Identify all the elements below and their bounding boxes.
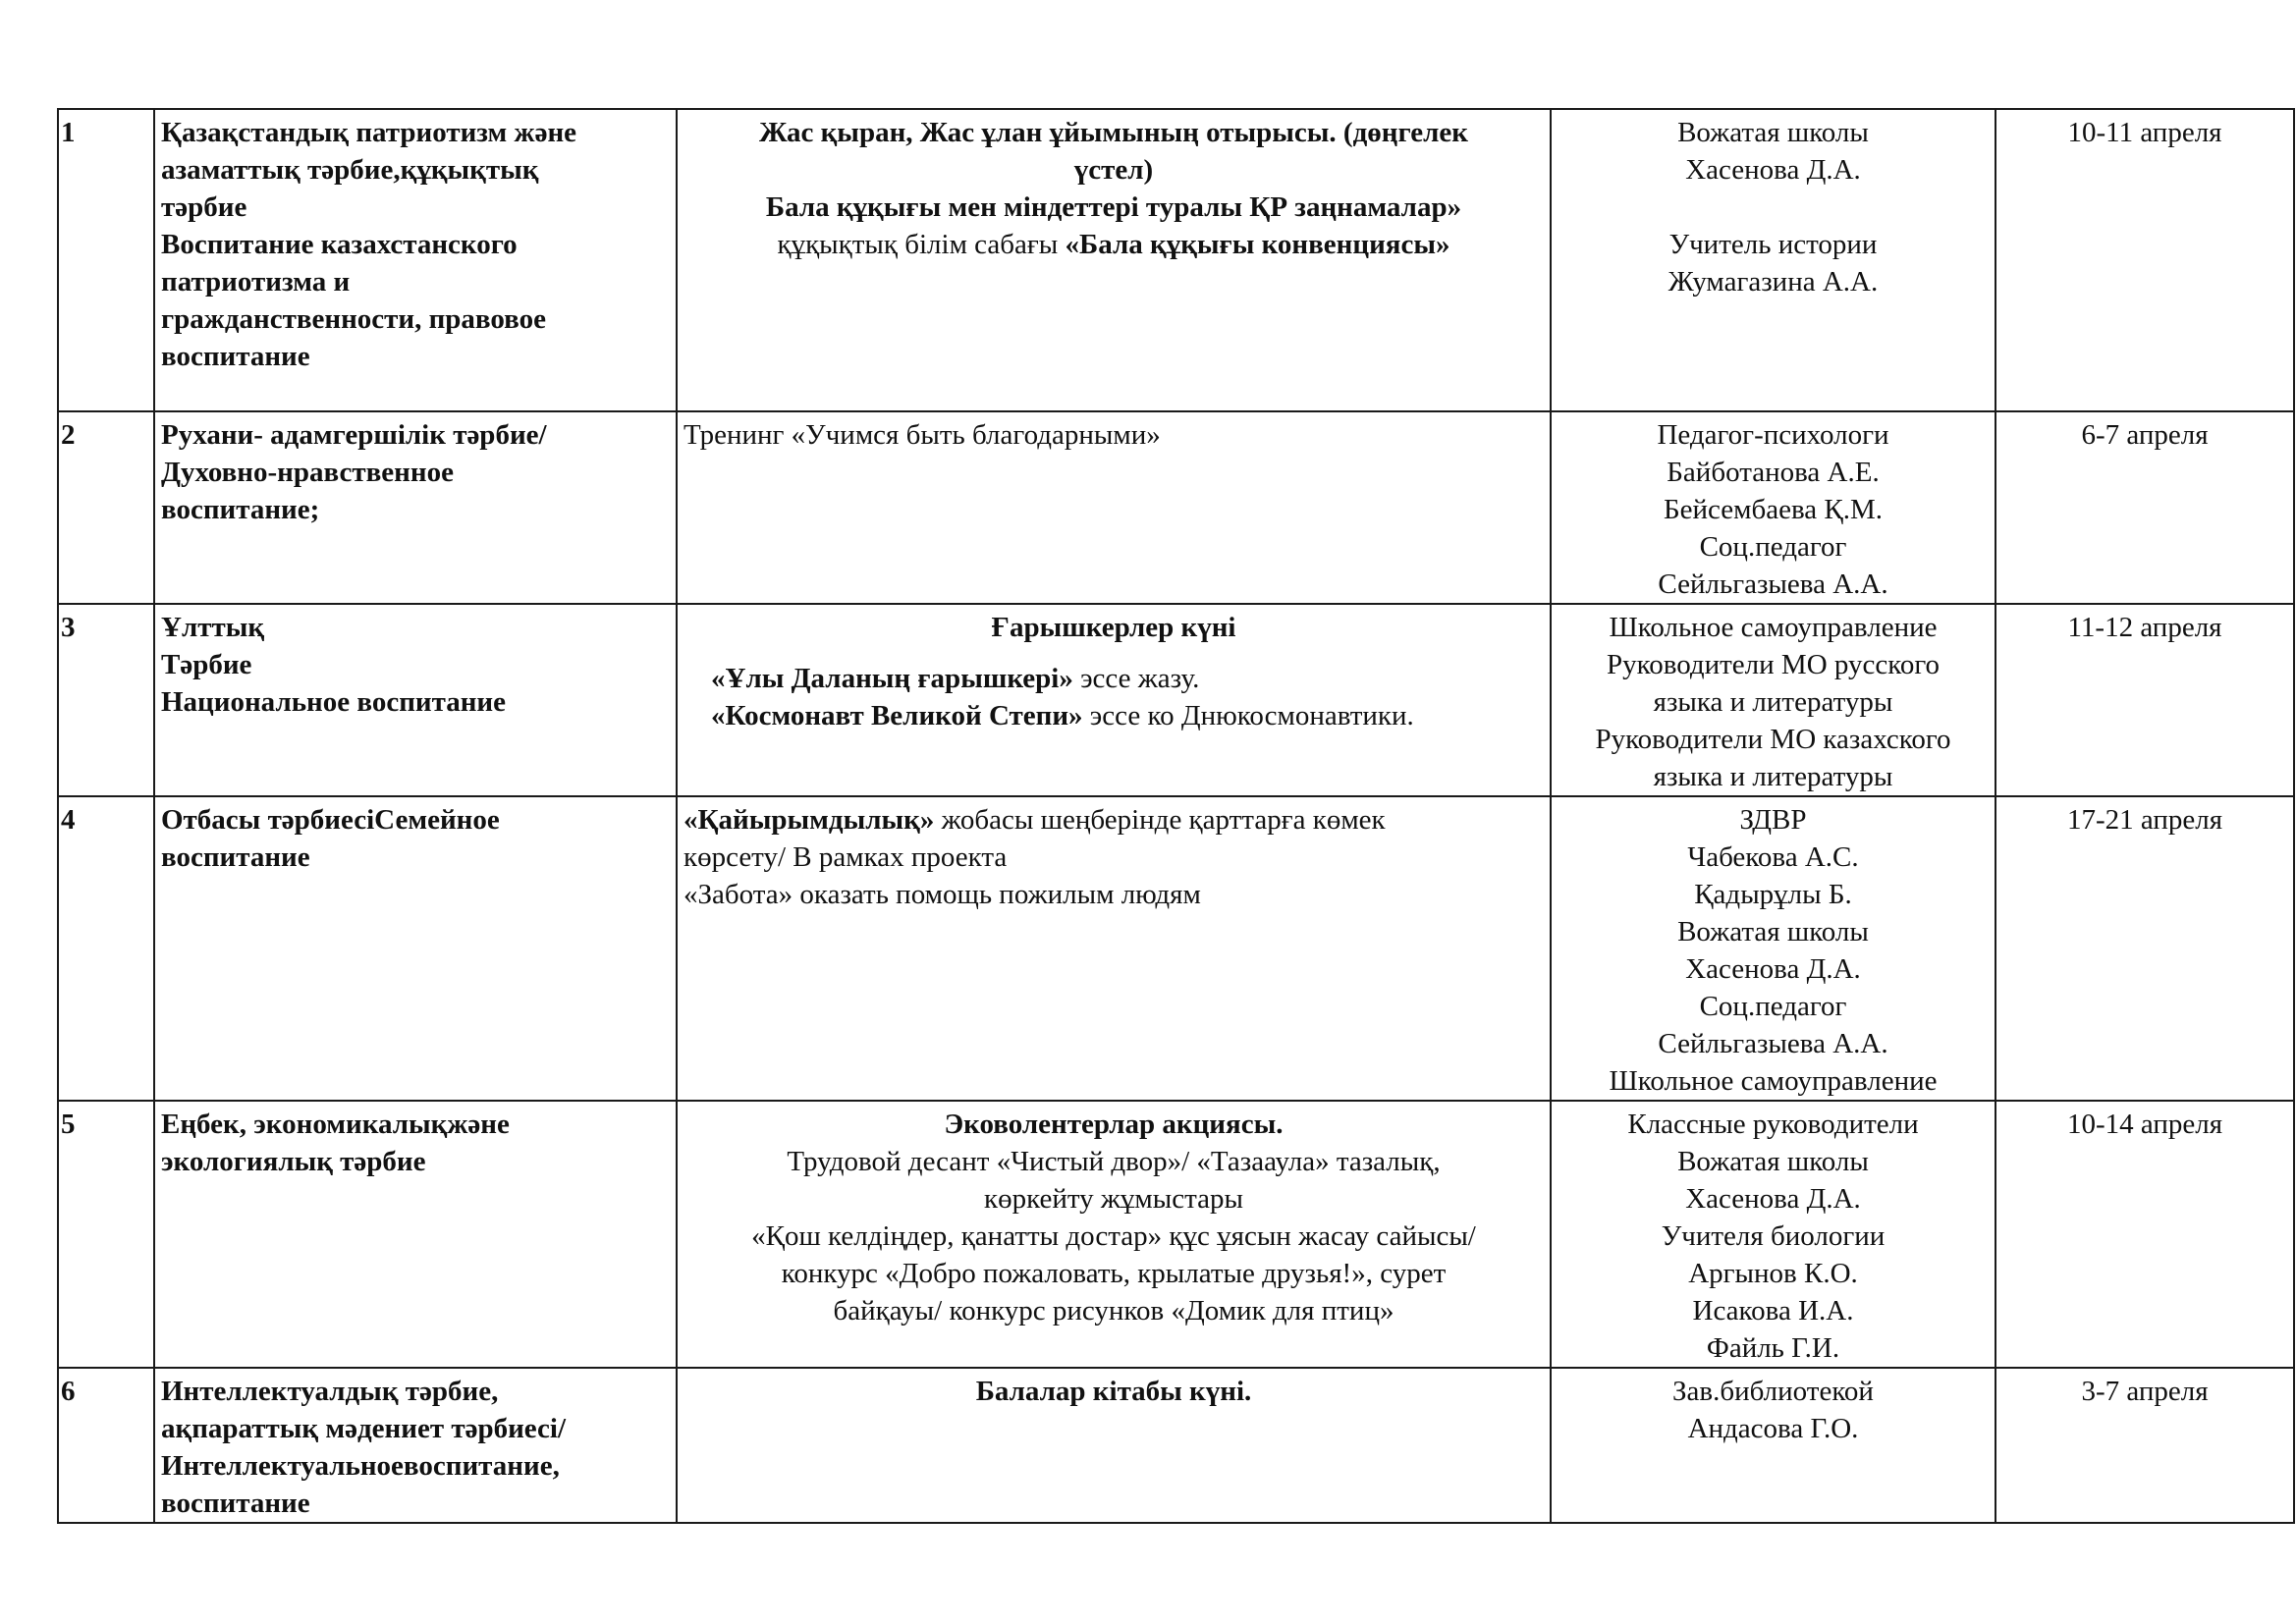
date-cell: 10-14 апреля: [1995, 1101, 2294, 1368]
direction-cell: Қазақстандық патриотизм және азаматтық тәрбие,құқықтық тәрбие Воспитание казахстанского патриотизма и гражданственности, правовое воспитание: [154, 109, 677, 411]
responsible-cell: Вожатая школы Хасенова Д.А. Учитель истории Жумагазина А.А.: [1551, 109, 1995, 411]
direction-cell: Рухани- адамгершілік тәрбие/ Духовно-нравственное воспитание;: [154, 411, 677, 604]
direction-cell: Отбасы тәрбиесіСемейное воспитание: [154, 796, 677, 1101]
direction-cell: Интеллектуалдық тәрбие, ақпараттық мәдениет тәрбиесі/ Интеллектуальноевоспитание, воспитание: [154, 1368, 677, 1523]
direction-cell: Еңбек, экономикалықжәне экологиялық тәрбие: [154, 1101, 677, 1368]
table-row: [58, 604, 2294, 796]
row-number: 5: [58, 1101, 154, 1368]
row-number: 3: [58, 604, 154, 796]
responsible-cell: Зав.библиотекой Андасова Г.О.: [1551, 1368, 1995, 1523]
direction-cell: Ұлттық Тәрбие Национальное воспитание: [154, 604, 677, 796]
date-cell: 3-7 апреля: [1995, 1368, 2294, 1523]
table-row: [58, 109, 2294, 411]
table-row: [58, 1101, 2294, 1368]
row-number: 4: [58, 796, 154, 1101]
responsible-cell: ЗДВР Чабекова А.С. Қадырұлы Б. Вожатая школы Хасенова Д.А. Соц.педагог Сейльгазыева А.А. Школьное самоуправление: [1551, 796, 1995, 1101]
date-cell: 6-7 апреля: [1995, 411, 2294, 604]
table-row: [58, 796, 2294, 1101]
event-cell: Жас қыран, Жас ұлан ұйымының отырысы. (дөңгелек үстел) Бала құқығы мен міндеттері туралы ҚР заңнамалар» құқықтық білім сабағы «Бала құқығы конвенциясы»: [677, 109, 1551, 411]
date-cell: 17-21 апреля: [1995, 796, 2294, 1101]
event-cell: Ғарышкерлер күні «Ұлы Даланың ғарышкері» эссе жазу. «Космонавт Великой Степи» эссе ко Днюкосмонавтики.: [677, 604, 1551, 796]
event-cell: Тренинг «Учимся быть благодарными»: [677, 411, 1551, 604]
event-cell: «Қайырымдылық» жобасы шеңберінде қарттарға көмек көрсету/ В рамках проекта «Забота» оказать помощь пожилым людям: [677, 796, 1551, 1101]
responsible-cell: Классные руководители Вожатая школы Хасенова Д.А. Учителя биологии Аргынов К.О. Исакова И.А. Файль Г.И.: [1551, 1101, 1995, 1368]
responsible-cell: Школьное самоуправление Руководители МО русского языка и литературы Руководители МО казахского языка и литературы: [1551, 604, 1995, 796]
event-cell: Балалар кітабы күні.: [677, 1368, 1551, 1523]
row-number: 6: [58, 1368, 154, 1523]
row-number: 1: [58, 109, 154, 411]
table-row: [58, 1368, 2294, 1523]
date-cell: 10-11 апреля: [1995, 109, 2294, 411]
event-cell: Эковолентерлар акциясы. Трудовой десант «Чистый двор»/ «Тазааула» тазалық, көркейту жұмыстары «Қош келдіңдер, қанатты достар» құс ұясын жасау сайысы/ конкурс «Добро пожаловать, крылатые друзья!», сурет байқауы/ конкурс рисунков «Домик для птиц»: [677, 1101, 1551, 1368]
plan-table: [57, 108, 2295, 1524]
table-row: [58, 411, 2294, 604]
date-cell: 11-12 апреля: [1995, 604, 2294, 796]
responsible-cell: Педагог-психологи Байботанова А.Е. Бейсембаева Қ.М. Соц.педагог Сейльгазыева А.А.: [1551, 411, 1995, 604]
row-number: 2: [58, 411, 154, 604]
